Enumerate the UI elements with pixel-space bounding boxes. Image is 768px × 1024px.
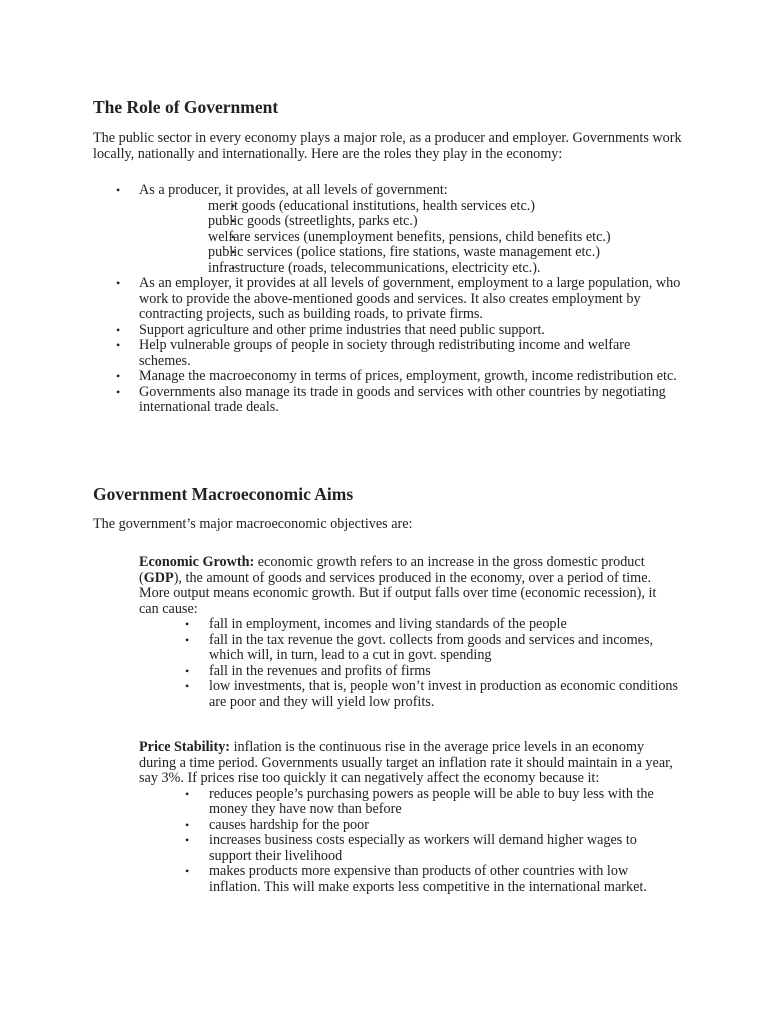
- list-item: • fall in the tax revenue the govt. collects from goods and services and incomes, which will, in turn, lead to a cut in govt. spending: [139, 633, 679, 664]
- list-item: • makes products more expensive than products of other countries with low inflation. This will make exports less competitive in the international market.: [139, 864, 679, 895]
- list-item: • public goods (streetlights, parks etc.): [139, 214, 683, 230]
- aim-growth-text-a: economic growth refers to an increase in the gross domestic product (: [139, 554, 645, 586]
- list-item: • Governments also manage its trade in goods and services with other countries by negotiating international trade deals.: [93, 385, 683, 416]
- gdp-term: GDP: [143, 569, 174, 586]
- list-item: [93, 183, 683, 276]
- list-item: • Manage the macroeconomy in terms of prices, employment, growth, income redistribution etc.: [93, 369, 683, 385]
- list-item: • fall in employment, incomes and living standards of the people: [139, 617, 679, 633]
- price-effects-list: [139, 787, 679, 896]
- aim-price-paragraph: [139, 740, 679, 787]
- list-item: • causes hardship for the poor: [139, 818, 679, 834]
- list-item: • public services (police stations, fire stations, waste management etc.): [139, 245, 683, 261]
- aim-price-label: Price Stability:: [139, 739, 231, 755]
- producer-sublist: [139, 199, 683, 277]
- aim-economic-growth: [139, 555, 679, 710]
- aim-growth-label: Economic Growth:: [139, 554, 255, 570]
- list-item: • As an employer, it provides at all levels of government, employment to a large population, who work to provide the above-mentioned goods and services. It also creates employment by contracting projects, such as building roads, to private firms.: [93, 276, 683, 323]
- aim-price-text: inflation is the continuous rise in the average price levels in an economy during a time period. Governments usually target an inflation rate it should maintain in a year, say 3%. If prices rise too quickly it can negatively affect the economy because it:: [139, 739, 673, 786]
- list-item: • low investments, that is, people won’t invest in production as economic conditions are poor and they will yield low profits.: [139, 679, 679, 710]
- list-item: • Help vulnerable groups of people in society through redistributing income and welfare schemes.: [93, 338, 683, 369]
- section-title-aims: Government Macroeconomic Aims: [93, 484, 354, 504]
- list-item: • fall in the revenues and profits of firms: [139, 664, 679, 680]
- list-item: • reduces people’s purchasing powers as people will be able to buy less with the money they have now than before: [139, 787, 679, 818]
- list-item: • Support agriculture and other prime industries that need public support.: [93, 323, 683, 339]
- list-item: • infrastructure (roads, telecommunications, electricity etc.).: [139, 261, 683, 277]
- roles-list-wrapper: [93, 183, 683, 416]
- list-item: • welfare services (unemployment benefits, pensions, child benefits etc.): [139, 230, 683, 246]
- growth-effects-list: [139, 617, 679, 710]
- role-text: As a producer, it provides, at all levels of government:: [139, 182, 448, 198]
- section-intro-role: The public sector in every economy plays a major role, as a producer and employer. Governments work locally, nationally and internationally. Here are the roles they play in the economy:: [93, 130, 682, 162]
- section-intro-aims: The government’s major macroeconomic objectives are:: [93, 516, 413, 532]
- list-item: • increases business costs especially as workers will demand higher wages to support their livelihood: [139, 833, 679, 864]
- roles-list: [93, 183, 683, 416]
- aim-growth-text-b: ), the amount of goods and services produced in the economy, over a period of time. More output means economic growth. But if output falls over time (economic recession), it can cause:: [139, 569, 657, 617]
- aim-growth-paragraph: [139, 555, 679, 617]
- aim-price-stability: [139, 740, 679, 895]
- list-item: • merit goods (educational institutions, health services etc.): [139, 199, 683, 215]
- section-title-role: The Role of Government: [93, 97, 279, 117]
